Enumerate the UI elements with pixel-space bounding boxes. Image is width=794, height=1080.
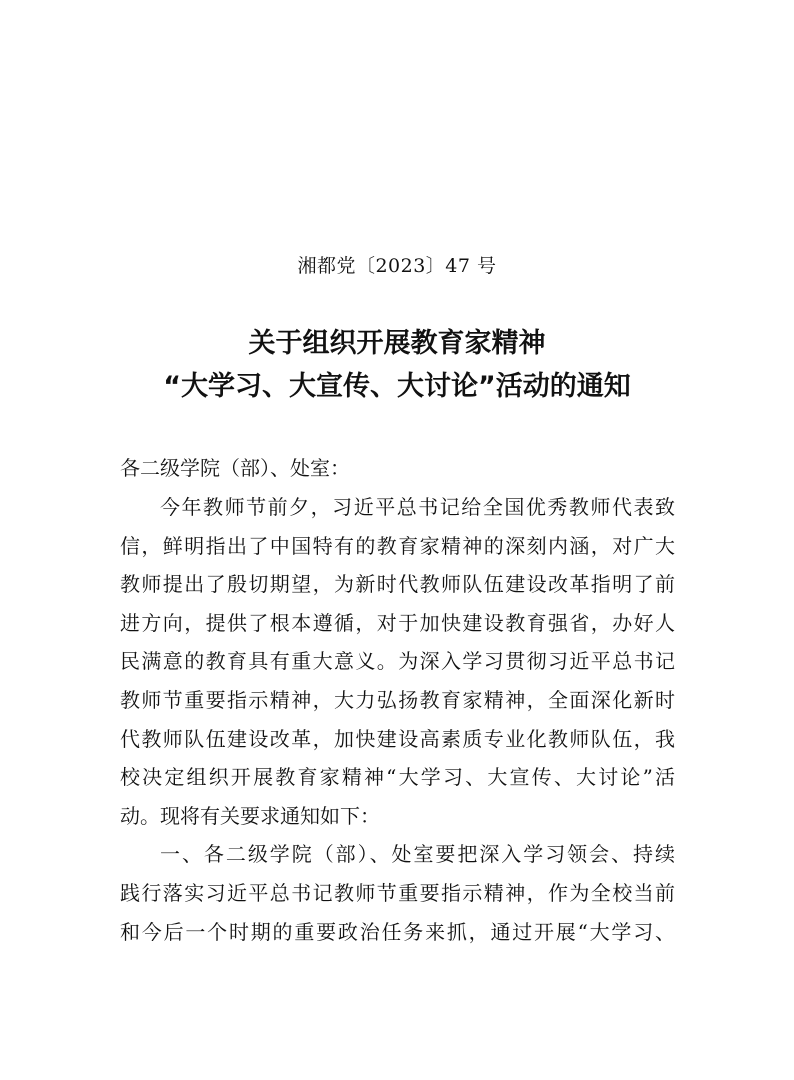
paragraph-1-line: 教师节重要指示精神，大力弘扬教育家精神，全面深化新时 — [120, 687, 675, 712]
paragraph-1-line: 校决定组织开展教育家精神“大学习、大宣传、大讨论”活 — [120, 765, 675, 790]
paragraph-1-line: 教师提出了殷切期望，为新时代教师队伍建设改革指明了前 — [120, 572, 675, 597]
title-line-1: 关于组织开展教育家精神 — [248, 328, 546, 359]
title-line-2: “大学习、大宣传、大讨论”活动的通知 — [163, 371, 631, 402]
document-number: 湘都党〔2023〕47 号 — [297, 255, 497, 277]
paragraph-1-line: 民满意的教育具有重大意义。为深入学习贯彻习近平总书记 — [120, 649, 675, 674]
salutation: 各二级学院（部）、处室： — [120, 456, 350, 480]
document-title — [0, 322, 794, 408]
paragraph-2-line: 一、各二级学院（部）、处室要把深入学习领会、持续 — [160, 842, 675, 867]
paragraph-1-line: 动。现将有关要求通知如下： — [120, 803, 380, 828]
paragraph-1-line: 代教师队伍建设改革，加快建设高素质专业化教师队伍，我 — [120, 726, 675, 751]
paragraph-1-line: 进方向，提供了根本遵循，对于加快建设教育强省，办好人 — [120, 610, 675, 635]
paragraph-1-line: 今年教师节前夕，习近平总书记给全国优秀教师代表致 — [160, 495, 675, 519]
document-body — [120, 488, 675, 951]
paragraph-2-line: 和今后一个时期的重要政治任务来抓，通过开展“大学习、 — [120, 919, 675, 944]
paragraph-2-line: 践行落实习近平总书记教师节重要指示精神，作为全校当前 — [120, 880, 675, 905]
paragraph-1-line: 信，鲜明指出了中国特有的教育家精神的深刻内涵，对广大 — [120, 533, 675, 558]
